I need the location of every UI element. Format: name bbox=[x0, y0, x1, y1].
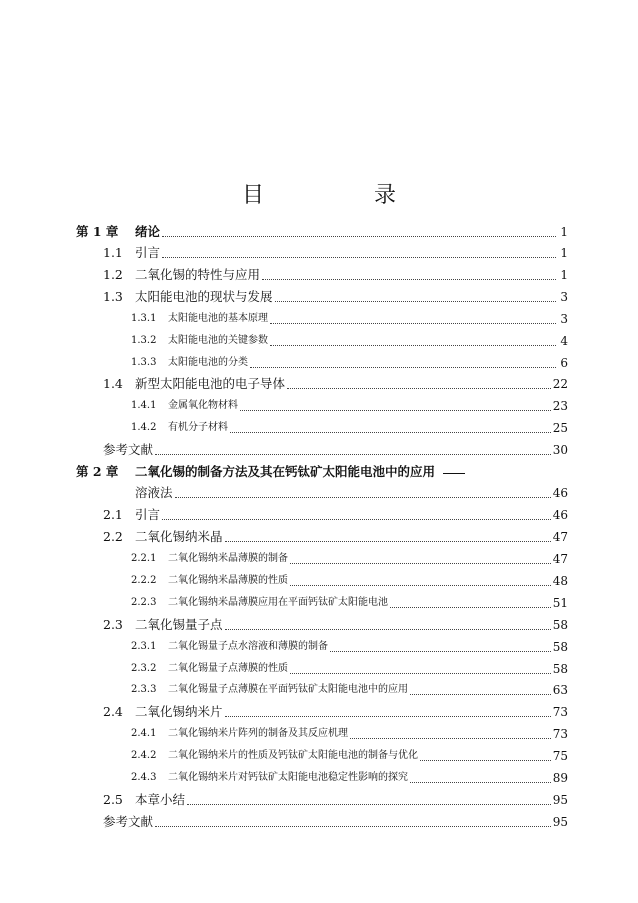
toc-entry-title: 太阳能电池的关键参数 bbox=[168, 335, 268, 346]
toc-entry-s1-3-1[interactable] bbox=[131, 311, 568, 327]
toc-entry-page-number: 1 bbox=[560, 268, 568, 282]
leader-dots bbox=[155, 454, 551, 455]
toc-entry-page-number: 22 bbox=[552, 377, 568, 391]
toc-entry-page-number: 3 bbox=[560, 290, 568, 304]
leader-dots bbox=[270, 323, 556, 324]
toc-entry-number: 1.1 bbox=[103, 245, 123, 260]
toc-entry-ch2-cont[interactable] bbox=[135, 485, 568, 501]
toc-entry-ch2[interactable] bbox=[76, 464, 465, 480]
toc-entry-s2-1[interactable] bbox=[103, 507, 568, 523]
toc-entry-number: 1.3.2 bbox=[131, 335, 157, 346]
leader-dots bbox=[187, 804, 551, 805]
toc-entry-s2-3[interactable] bbox=[103, 617, 568, 633]
leader-dots bbox=[225, 716, 551, 717]
toc-entry-s2-3-2[interactable] bbox=[131, 661, 568, 677]
leader-dots bbox=[250, 367, 556, 368]
toc-entry-number: 2.3.1 bbox=[131, 641, 157, 652]
toc-entry-s2-2-3[interactable] bbox=[131, 595, 568, 611]
toc-entry-title: 二氧化锡纳米片阵列的制备及其反应机理 bbox=[168, 728, 348, 739]
title-continuation-dash bbox=[443, 473, 465, 474]
page-title: 目 录 bbox=[241, 183, 440, 208]
toc-entry-title: 二氧化锡纳米片 bbox=[135, 704, 223, 719]
leader-dots bbox=[390, 607, 551, 608]
toc-entry-ref2[interactable] bbox=[103, 814, 568, 830]
toc-entry-page-number: 95 bbox=[552, 815, 568, 829]
toc-entry-title: 二氧化锡纳米晶薄膜的性质 bbox=[168, 575, 288, 586]
toc-entry-title: 参考文献 bbox=[103, 442, 154, 457]
toc-entry-page-number: 46 bbox=[552, 486, 568, 500]
toc-entry-page-number: 25 bbox=[552, 421, 568, 435]
leader-dots bbox=[155, 826, 551, 827]
toc-entry-number: 2.1 bbox=[103, 507, 123, 522]
toc-entry-number: 2.5 bbox=[103, 792, 123, 807]
toc-entry-s2-4-3[interactable] bbox=[131, 770, 568, 786]
toc-entry-title: 二氧化锡的特性与应用 bbox=[135, 267, 261, 282]
toc-entry-title: 引言 bbox=[135, 245, 161, 260]
toc-entry-number: 1.4.1 bbox=[131, 400, 157, 411]
toc-entry-number: 2.2.2 bbox=[131, 575, 157, 586]
toc-entry-ref1[interactable] bbox=[103, 442, 568, 458]
toc-entry-number: 2.2.1 bbox=[131, 553, 157, 564]
toc-entry-number: 2.3.2 bbox=[131, 663, 157, 674]
toc-entry-page-number: 47 bbox=[552, 530, 568, 544]
toc-entry-number: 2.4 bbox=[103, 704, 123, 719]
toc-entry-number: 2.3 bbox=[103, 617, 123, 632]
toc-entry-page-number: 51 bbox=[552, 596, 568, 610]
toc-entry-page-number: 1 bbox=[560, 225, 568, 239]
toc-entry-page-number: 89 bbox=[552, 771, 568, 785]
leader-dots bbox=[275, 301, 556, 302]
leader-dots bbox=[350, 738, 551, 739]
toc-entry-s1-4[interactable] bbox=[103, 376, 568, 392]
leader-dots bbox=[290, 563, 551, 564]
toc-entry-number: 1.3.1 bbox=[131, 313, 157, 324]
toc-entry-s1-1[interactable] bbox=[103, 245, 568, 261]
toc-entry-s1-4-2[interactable] bbox=[131, 420, 568, 436]
leader-dots bbox=[420, 760, 551, 761]
toc-entry-page-number: 30 bbox=[552, 443, 568, 457]
leader-dots bbox=[270, 345, 556, 346]
toc-entry-s2-4[interactable] bbox=[103, 704, 568, 720]
toc-entry-page-number: 48 bbox=[552, 574, 568, 588]
toc-entry-title: 新型太阳能电池的电子导体 bbox=[135, 376, 286, 391]
toc-entry-page-number: 58 bbox=[552, 618, 568, 632]
toc-entry-page-number: 75 bbox=[552, 749, 568, 763]
toc-entry-title: 二氧化锡纳米晶薄膜的制备 bbox=[168, 553, 288, 564]
toc-entry-title: 二氧化锡量子点 bbox=[135, 617, 223, 632]
toc-entry-page-number: 73 bbox=[552, 705, 568, 719]
leader-dots bbox=[330, 651, 551, 652]
leader-dots bbox=[290, 585, 551, 586]
toc-entry-title: 二氧化锡量子点薄膜的性质 bbox=[168, 663, 288, 674]
toc-entry-title: 二氧化锡量子点水溶液和薄膜的制备 bbox=[168, 641, 328, 652]
toc-entry-title: 二氧化锡量子点薄膜在平面钙钛矿太阳能电池中的应用 bbox=[168, 684, 408, 695]
toc-entry-s2-2-1[interactable] bbox=[131, 551, 568, 567]
toc-entry-s2-4-1[interactable] bbox=[131, 726, 568, 742]
toc-entry-page-number: 23 bbox=[552, 399, 568, 413]
toc-entry-title: 绪论 bbox=[135, 224, 161, 239]
toc-entry-title: 有机分子材料 bbox=[168, 422, 228, 433]
toc-entry-number: 1.3.3 bbox=[131, 357, 157, 368]
toc-entry-s1-3-3[interactable] bbox=[131, 355, 568, 371]
toc-entry-s2-2[interactable] bbox=[103, 529, 568, 545]
toc-entry-s1-3[interactable] bbox=[103, 289, 568, 305]
toc-entry-s2-3-1[interactable] bbox=[131, 639, 568, 655]
toc-entry-title: 二氧化锡纳米片的性质及钙钛矿太阳能电池的制备与优化 bbox=[168, 750, 418, 761]
toc-entry-title: 参考文献 bbox=[103, 814, 154, 829]
toc-entry-number: 1.3 bbox=[103, 289, 123, 304]
leader-dots bbox=[410, 782, 551, 783]
toc-entry-number: 2.4.3 bbox=[131, 772, 157, 783]
leader-dots bbox=[225, 541, 551, 542]
toc-entry-s2-2-2[interactable] bbox=[131, 573, 568, 589]
toc-entry-page-number: 46 bbox=[552, 508, 568, 522]
leader-dots bbox=[410, 694, 551, 695]
toc-entry-title: 太阳能电池的分类 bbox=[168, 357, 248, 368]
leader-dots bbox=[290, 673, 551, 674]
leader-dots bbox=[175, 497, 551, 498]
toc-entry-s2-4-2[interactable] bbox=[131, 748, 568, 764]
toc-entry-title: 太阳能电池的现状与发展 bbox=[135, 289, 273, 304]
toc-entry-page-number: 47 bbox=[552, 552, 568, 566]
toc-entry-number: 1.4.2 bbox=[131, 422, 157, 433]
toc-entry-s2-3-3[interactable] bbox=[131, 682, 568, 698]
toc-entry-page-number: 95 bbox=[552, 793, 568, 807]
toc-entry-page-number: 3 bbox=[560, 312, 568, 326]
toc-entry-page-number: 1 bbox=[560, 246, 568, 260]
toc-entry-title: 二氧化锡纳米晶 bbox=[135, 529, 223, 544]
toc-entry-page-number: 73 bbox=[552, 727, 568, 741]
leader-dots bbox=[162, 236, 556, 237]
toc-entry-title: 二氧化锡的制备方法及其在钙钛矿太阳能电池中的应用 bbox=[135, 464, 436, 479]
leader-dots bbox=[240, 410, 551, 411]
toc-entry-number: 第 2 章 bbox=[76, 464, 119, 479]
toc-entry-ch1[interactable] bbox=[76, 224, 568, 240]
toc-entry-title: 太阳能电池的基本原理 bbox=[168, 313, 268, 324]
toc-entry-s2-5[interactable] bbox=[103, 792, 568, 808]
toc-entry-number: 1.2 bbox=[103, 267, 123, 282]
toc-entry-number: 2.4.1 bbox=[131, 728, 157, 739]
toc-entry-title: 本章小结 bbox=[135, 792, 186, 807]
toc-entry-number: 1.4 bbox=[103, 376, 123, 391]
toc-entry-page-number: 58 bbox=[552, 640, 568, 654]
leader-dots bbox=[262, 279, 556, 280]
toc-entry-s1-4-1[interactable] bbox=[131, 398, 568, 414]
leader-dots bbox=[287, 388, 551, 389]
leader-dots bbox=[162, 257, 556, 258]
toc-entry-page-number: 63 bbox=[552, 683, 568, 697]
toc-entry-title: 金属氧化物材料 bbox=[168, 400, 238, 411]
toc-entry-number: 2.3.3 bbox=[131, 684, 157, 695]
leader-dots bbox=[230, 432, 551, 433]
toc-entry-page-number: 4 bbox=[560, 334, 568, 348]
leader-dots bbox=[162, 519, 551, 520]
toc-entry-s1-2[interactable] bbox=[103, 267, 568, 283]
toc-entry-title: 二氧化锡纳米片对钙钛矿太阳能电池稳定性影响的探究 bbox=[168, 772, 408, 783]
toc-entry-s1-3-2[interactable] bbox=[131, 333, 568, 349]
toc-entry-page-number: 6 bbox=[560, 356, 568, 370]
toc-entry-page-number: 58 bbox=[552, 662, 568, 676]
toc-entry-number: 第 1 章 bbox=[76, 224, 119, 239]
toc-entry-title: 二氧化锡纳米晶薄膜应用在平面钙钛矿太阳能电池 bbox=[168, 597, 388, 608]
toc-entry-title: 溶液法 bbox=[135, 485, 173, 500]
leader-dots bbox=[225, 629, 551, 630]
toc-entry-number: 2.2 bbox=[103, 529, 123, 544]
toc-entry-number: 2.2.3 bbox=[131, 597, 157, 608]
toc-entry-title: 引言 bbox=[135, 507, 161, 522]
toc-entry-number: 2.4.2 bbox=[131, 750, 157, 761]
